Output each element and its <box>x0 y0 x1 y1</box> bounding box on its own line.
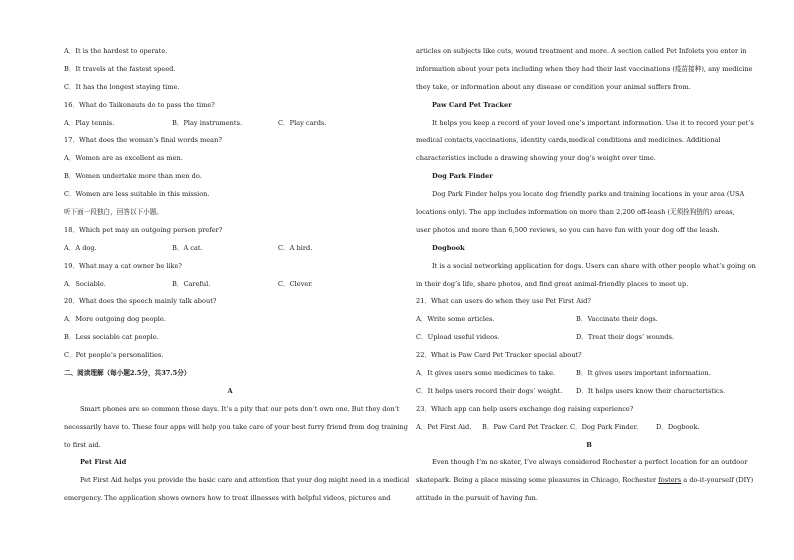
q22-options-ab <box>416 365 762 383</box>
q16-option-c: C．Play cards. <box>278 118 327 127</box>
q19-option-c: C．Clever. <box>278 279 313 288</box>
intro-line-1: Smart phones are so common these days. It’s a pity that our pets don’t own one. But they don’t <box>80 404 400 413</box>
tracker-line-2: medical contacts,vaccinations, identity cards,medical conditions and medicines. Additional <box>416 136 721 145</box>
underlined-word-fosters: fosters <box>658 476 682 485</box>
q17-option-b: B．Women undertake more than men do. <box>64 172 202 181</box>
q20-stem: 20．What does the speech mainly talk about? <box>64 297 217 306</box>
q22-option-a: A．It gives users some medicines to take. <box>416 369 556 378</box>
q16-option-b: B．Play instruments. <box>172 118 243 127</box>
q18-stem: 18．Which pet may an outgoing person prefer? <box>64 225 223 234</box>
finder-line-3: user photos and more than 6,500 reviews, so you can have fun with your dog off the leash. <box>416 225 720 234</box>
q19-stem: 19．What may a cat owner be like? <box>64 261 182 270</box>
q21-option-b: B．Vaccinate their dogs. <box>576 315 658 324</box>
q16-options <box>64 115 396 133</box>
finder-title: Dog Park Finder <box>432 172 493 181</box>
intro-line-3: to first aid. <box>64 440 101 449</box>
tracker-title: Paw Card Pet Tracker <box>432 100 512 109</box>
q23-option-c: C．Dog Park Finder. <box>570 422 639 431</box>
q21-stem: 21．What can users do when they use Pet First Aid? <box>416 297 591 306</box>
q17-stem: 17．What does the woman’s final words mean? <box>64 136 222 145</box>
reading-section-title: 二、阅读理解（每小题2.5分，共37.5分） <box>64 369 191 378</box>
q16-stem: 16．What do Taikonauts do to pass the time? <box>64 100 215 109</box>
q23-stem: 23．Which app can help users exchange dog raising experience? <box>416 404 634 413</box>
finder-line-2: locations only). The app includes information on more than 2,200 off-leash (无须拴狗链的) areas, <box>416 208 735 217</box>
q20-option-a: A．More outgoing dog people. <box>64 315 166 324</box>
passage-b-line-2-start: skatepark. Being a place missing some pleasures in Chicago, Rochester <box>416 476 659 485</box>
q19-option-a: A．Sociable. <box>64 279 106 288</box>
q21-option-c: C．Upload useful videos. <box>416 333 500 342</box>
q22-stem: 22．What is Paw Card Pet Tracker special about? <box>416 351 582 360</box>
passage-b-line-2-end: a do-it-yourself (DIY) <box>681 476 754 485</box>
right-column <box>416 43 762 508</box>
finder-line-1: Dog Park Finder helps you locate dog friendly parks and training locations in your area (USA <box>432 190 745 199</box>
listening-instruction: 听下面一段独白，回答以下小题。 <box>64 208 163 217</box>
q17-option-a: A．Women are as excellent as men. <box>64 154 183 163</box>
q22-option-c: C．It helps users record their dogs’ weight. <box>416 386 563 395</box>
q22-option-b: B．It gives users important information. <box>576 369 711 378</box>
q19-options <box>64 276 396 294</box>
q15-option-a: A．It is the hardest to operate. <box>64 47 168 55</box>
pfa-cont-line-1: articles on subjects like cuts, wound treatment and more. A section called Pet Infolets you enter in <box>416 47 747 55</box>
q18-option-a: A．A dog. <box>64 243 97 252</box>
pet-first-aid-line-1: Pet First Aid helps you provide the basic care and attention that your dog might need in a medical <box>80 476 410 485</box>
q21-option-d: D．Treat their dogs’ wounds. <box>576 333 674 342</box>
q18-option-b: B．A cat. <box>172 243 203 252</box>
passage-b-label: B <box>586 440 592 449</box>
q15-option-b: B．It travels at the fastest speed. <box>64 64 176 73</box>
q22-options-cd <box>416 383 762 401</box>
passage-b-line-2 <box>416 472 762 490</box>
passage-b-line-1: Even though I’m no skater, I’ve always considered Rochester a perfect location for an outdoor <box>432 458 748 467</box>
tracker-line-3: characteristics include a drawing showing your dog’s weight over time. <box>416 154 656 163</box>
left-column <box>64 43 410 508</box>
tracker-line-1: It helps you keep a record of your loved one’s important information. Use it to record your pet’s <box>432 118 754 127</box>
q20-option-b: B．Less sociable cat people. <box>64 333 159 342</box>
dogbook-line-1: It is a social networking application for dogs. Users can share with other people what’s going on <box>432 261 756 270</box>
pet-first-aid-title: Pet First Aid <box>80 458 127 467</box>
q23-option-b: B．Paw Card Pet Tracker. <box>482 422 569 431</box>
q22-option-d: D．It helps users know their characteristics. <box>576 386 726 395</box>
q21-option-a: A．Write some articles. <box>416 315 495 324</box>
intro-line-2: necessarily have to. These four apps will help you take care of your best furry friend from dog training <box>64 422 408 431</box>
q15-option-c: C．It has the longest staying time. <box>64 82 180 91</box>
q19-option-b: B．Careful. <box>172 279 211 288</box>
q23-option-d: D．Dogbook. <box>656 422 700 431</box>
q23-options <box>416 419 762 437</box>
q17-option-c: C．Women are less suitable in this mission. <box>64 190 210 199</box>
pfa-cont-line-2: information about your pets including when they had their last vaccinations (疫苗接种), any medicine <box>416 64 753 73</box>
pet-first-aid-line-2: emergency. The application shows owners how to treat illnesses with helpful videos, pictures and <box>64 494 391 503</box>
q16-option-a: A．Play tennis. <box>64 118 115 127</box>
q18-options <box>64 240 396 258</box>
q23-option-a: A．Pet First Aid. <box>416 422 472 431</box>
q21-options-ab <box>416 311 762 329</box>
pfa-cont-line-3: they take, or information about any disease or condition your animal suffers from. <box>416 82 691 91</box>
passage-a-label: A <box>227 386 233 395</box>
passage-b-line-3: attitude in the pursuit of having fun. <box>416 494 539 503</box>
q21-options-cd <box>416 329 762 347</box>
q20-option-c: C．Pet people’s personalities. <box>64 351 164 360</box>
q18-option-c: C．A bird. <box>278 243 313 252</box>
dogbook-line-2: in their dog’s life, share photos, and find great animal-friendly places to meet up. <box>416 279 689 288</box>
dogbook-title: Dogbook <box>432 243 465 252</box>
